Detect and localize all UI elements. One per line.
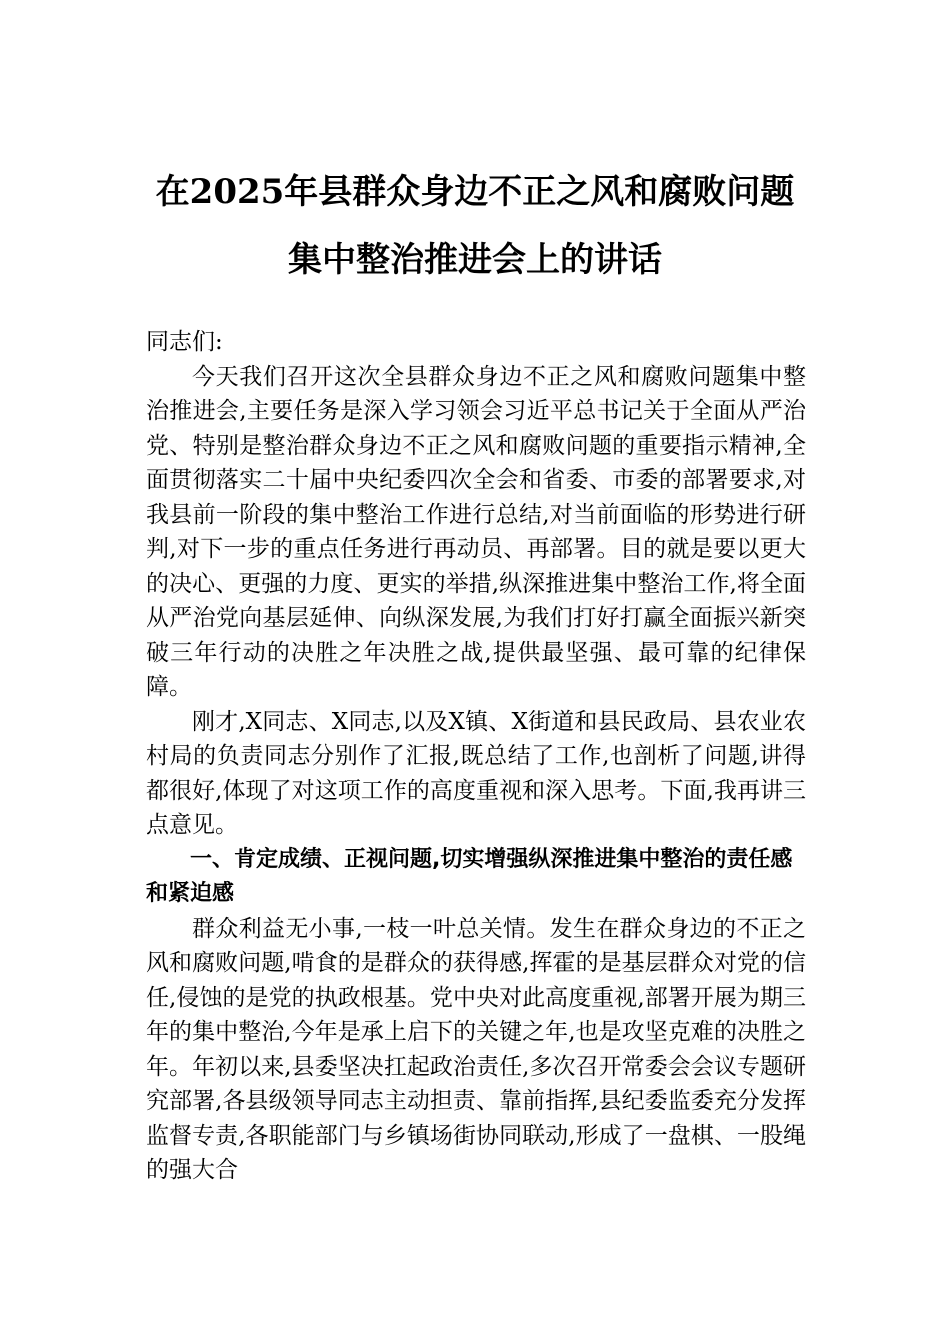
salutation: 同志们: xyxy=(146,329,223,355)
paragraph-opening: 今天我们召开这次全县群众身边不正之风和腐败问题集中整治推进会,主要任务是深入学习领会习近平总书记关于全面从严治党、特别是整治群众身边不正之风和腐败问题的重要指示精神,全面贯彻落实二十届中央纪委四次全会和省委、市委的部署要求,对我县前一阶段的集中整治工作进行总结,对当前面临的形势进行研判,对下一步的重点任务进行再动员、再部署。目的就是要以更大的决心、更强的力度、更实的举措,纵深推进集中整治工作,将全面从严治党向基层延伸、向纵深发展,为我们打好打赢全面振兴新突破三年行动的决胜之年决胜之战,提供最坚强、最可靠的纪律保障。 xyxy=(146,363,806,700)
document-body xyxy=(146,325,806,1188)
title-line-2: 集中整治推进会上的讲话 xyxy=(288,240,662,280)
paragraph-section-1: 群众利益无小事,一枝一叶总关情。发生在群众身边的不正之风和腐败问题,啃食的是群众的获得感,挥霍的是基层群众对党的信任,侵蚀的是党的执政根基。党中央对此高度重视,部署开展为期三年的集中整治,今年是承上启下的关键之年,也是攻坚克难的决胜之年。年初以来,县委坚决扛起政治责任,多次召开常委会会议专题研究部署,各县级领导同志主动担责、靠前指挥,县纪委监委充分发挥监督专责,各职能部门与乡镇场街协同联动,形成了一盘棋、一股绳的强大合 xyxy=(146,915,806,1183)
paragraph-reports: 刚才,X同志、X同志,以及X镇、X街道和县民政局、县农业农村局的负责同志分别作了汇报,既总结了工作,也剖析了问题,讲得都很好,体现了对这项工作的高度重视和深入思考。下面,我再讲三点意见。 xyxy=(146,708,806,838)
document-title xyxy=(100,158,850,294)
title-line-1: 在2025年县群众身边不正之风和腐败问题 xyxy=(155,172,795,212)
section-heading-1: 一、肯定成绩、正视问题,切实增强纵深推进集中整治的责任感和紧迫感 xyxy=(146,846,793,906)
